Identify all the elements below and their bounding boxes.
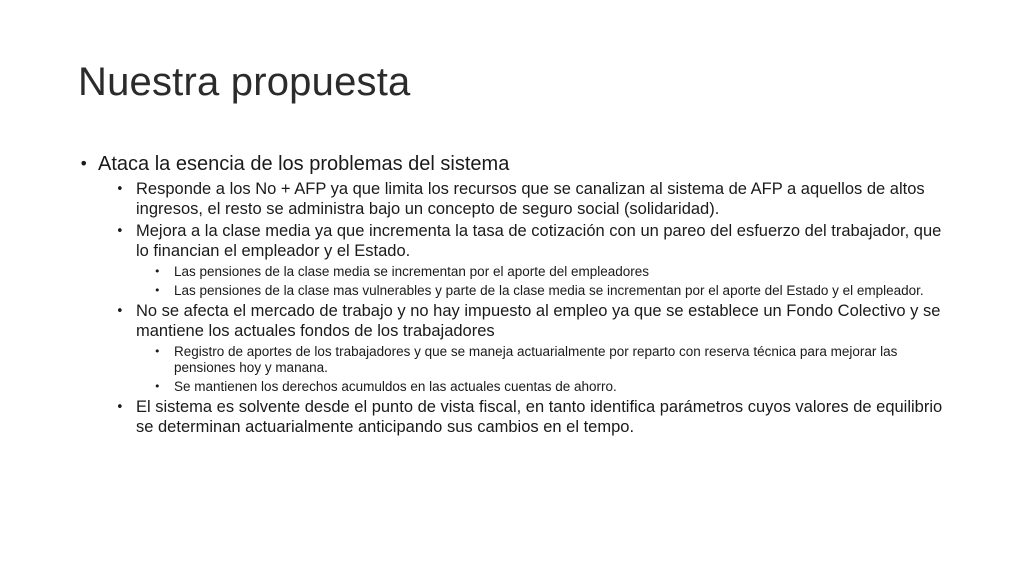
bullet-item — [116, 180, 958, 219]
bullet-icon: • — [116, 400, 124, 415]
bullet-icon: • — [154, 284, 161, 297]
bullet-icon: • — [154, 380, 161, 393]
bullet-list — [78, 152, 958, 440]
bullet-text: Responde a los No + AFP ya que limita los recursos que se canalizan al sistema de AFP a aquellos de altos ingresos, el resto se administra bajo un concepto de seguro social (solidaridad). — [136, 180, 925, 218]
bullet-icon: • — [154, 345, 161, 358]
bullet-item — [154, 264, 958, 280]
bullet-text: Registro de aportes de los trabajadores y que se maneja actuarialmente por reparto con reserva técnica para mejorar las pensiones hoy y manana. — [174, 344, 898, 375]
bullet-text: No se afecta el mercado de trabajo y no hay impuesto al empleo ya que se establece un Fondo Colectivo y se mantiene los actuales fondos de los trabajadores — [136, 302, 941, 340]
bullet-text: Se mantienen los derechos acumuldos en las actuales cuentas de ahorro. — [174, 379, 617, 394]
bullet-text: Las pensiones de la clase media se incrementan por el aporte del empleadores — [174, 264, 650, 279]
bullet-item — [116, 302, 958, 341]
bullet-item — [154, 283, 958, 299]
bullet-item — [78, 152, 958, 176]
bullet-text: Las pensiones de la clase mas vulnerables y parte de la clase media se incrementan por el aporte del Estado y el empleador. — [174, 283, 924, 298]
bullet-icon: • — [116, 224, 124, 239]
bullet-text: El sistema es solvente desde el punto de vista fiscal, en tanto identifica parámetros cuyos valores de equilibrio se determinan actuarialmente anticipando sus cambios en el tempo. — [136, 398, 943, 436]
bullet-item — [116, 398, 958, 437]
bullet-text: Mejora a la clase media ya que incrementa la tasa de cotización con un pareo del esfuerzo del trabajador, que lo financian el empleador y el Estado. — [136, 222, 942, 260]
bullet-item — [116, 222, 958, 261]
bullet-text: Ataca la esencia de los problemas del sistema — [98, 153, 510, 175]
bullet-item — [154, 344, 958, 376]
bullet-icon: • — [79, 154, 89, 173]
bullet-item — [154, 379, 958, 395]
bullet-icon: • — [116, 304, 124, 319]
bullet-icon: • — [116, 182, 124, 197]
bullet-icon: • — [154, 265, 161, 278]
slide-title: Nuestra propuesta — [78, 60, 411, 104]
